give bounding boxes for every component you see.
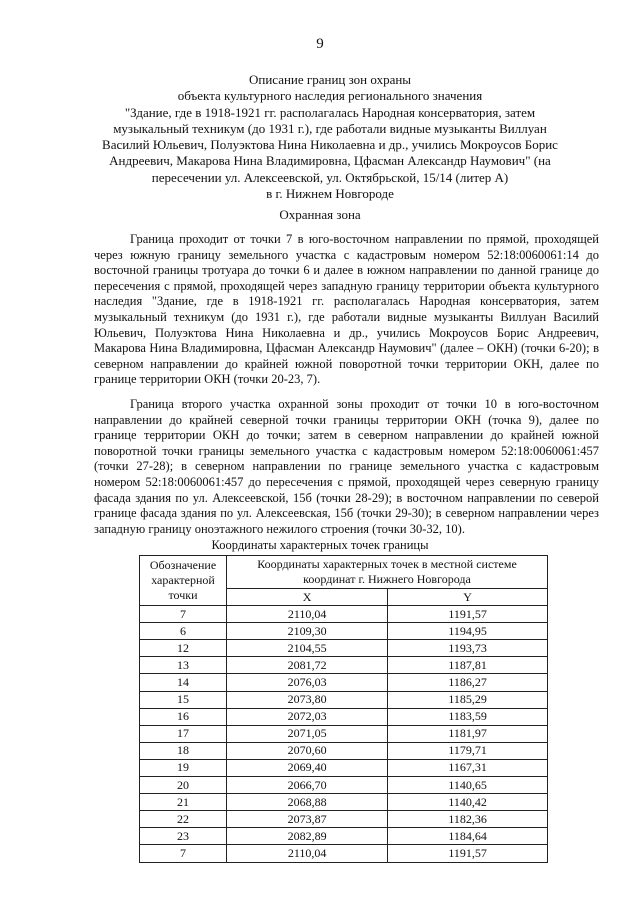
header-x: X	[227, 589, 388, 606]
cell-y: 1191,57	[388, 606, 548, 623]
cell-x: 2104,55	[227, 640, 388, 657]
table-row	[140, 845, 548, 862]
cell-point: 20	[140, 777, 227, 794]
title-line: Василий Юльевич, Полуэктова Нина Николаевна и др., учились Мокроусов Борис	[102, 137, 558, 153]
cell-y: 1140,65	[388, 777, 548, 794]
header-y: Y	[388, 589, 548, 606]
paragraph-second-boundary: Граница второго участка охранной зоны проходит от точки 10 в юго-восточном направлении до крайней северной точки границы территории ОКН (точка 9), далее по границе территории ОКН до точки; затем в северном направлении до крайней южной поворотной точки границы земельного участка с кадастровым номером 52:18:0060061:457 (точки 27-28); в северном направлении по границе земельного участка с кадастровым номером 52:18:0060061:457 до пересечения с прямой, проходящей через северную границу фасада здания по ул. Алексеевской, 15б (точки 28-29); в восточном направлении по северой границе фасада здания по ул. Алексеевская, 15б (точки 29-30); в северном направлении через западную границу оноэтажного нежилого строения (точки 30-32, 10).	[94, 397, 599, 536]
cell-y: 1193,73	[388, 640, 548, 657]
table-row	[140, 606, 548, 623]
table-row	[140, 708, 548, 725]
title-line: пересечении ул. Алексеевской, ул. Октябрьской, 15/14 (литер А)	[151, 169, 509, 185]
table-row	[140, 794, 548, 811]
cell-y: 1194,95	[388, 623, 548, 640]
title-line: объекта культурного наследия регионального значения	[177, 88, 483, 104]
cell-y: 1187,81	[388, 657, 548, 674]
title-line: "Здание, где в 1918-1921 гг. располагалась Народная консерватория, затем	[124, 104, 536, 120]
coordinates-table	[139, 555, 548, 863]
cell-x: 2072,03	[227, 708, 388, 725]
paragraph-first-boundary: Граница проходит от точки 7 в юго-восточном направлении по прямой, проходящей через южную границу земельного участка с кадастровым номером 52:18:0060061:14 до восточной границы тротуара до точки 6 и далее в южном направлении по данной границе до пересечения с прямой, проходящей через западную границу территории объекта культурного наследия "Здание, где в 1918-1921 гг. располагалась Народная консерватория, затем музыкальный техникум (до 1931 г.), где работали видные музыканты Виллуан Василий Юльевич, Полуэктова Нина Николаевна и др., учились Мокроусов Борис Андреевич, Макарова Нина Владимировна, Цфасман Александр Наумович" (далее – ОКН) (точки 6-20); в северном направлении до крайней южной поворотной точки территории ОКН, далее по границе территории ОКН (точки 20-23, 7).	[94, 232, 599, 387]
cell-point: 17	[140, 725, 227, 742]
cell-x: 2068,88	[227, 794, 388, 811]
cell-y: 1185,29	[388, 691, 548, 708]
cell-x: 2073,80	[227, 691, 388, 708]
cell-x: 2076,03	[227, 674, 388, 691]
table-row	[140, 759, 548, 776]
cell-y: 1179,71	[388, 742, 548, 759]
page-number: 9	[316, 36, 324, 52]
cell-x: 2071,05	[227, 725, 388, 742]
cell-x: 2110,04	[227, 845, 388, 862]
table-body	[140, 606, 548, 862]
table-row	[140, 828, 548, 845]
cell-point: 7	[140, 606, 227, 623]
cell-point: 23	[140, 828, 227, 845]
cell-y: 1140,42	[388, 794, 548, 811]
cell-y: 1167,31	[388, 759, 548, 776]
header-point: Обозначение характерной точки	[140, 556, 227, 606]
cell-point: 15	[140, 691, 227, 708]
cell-point: 18	[140, 742, 227, 759]
cell-x: 2070,60	[227, 742, 388, 759]
cell-x: 2069,40	[227, 759, 388, 776]
table-row	[140, 674, 548, 691]
cell-y: 1183,59	[388, 708, 548, 725]
cell-x: 2081,72	[227, 657, 388, 674]
table-row	[140, 691, 548, 708]
zone-heading: Охранная зона	[279, 207, 361, 222]
title-line: Описание границ зон охраны	[248, 72, 412, 87]
cell-y: 1184,64	[388, 828, 548, 845]
cell-y: 1191,57	[388, 845, 548, 862]
cell-point: 19	[140, 759, 227, 776]
cell-x: 2073,87	[227, 811, 388, 828]
cell-x: 2066,70	[227, 777, 388, 794]
table-row	[140, 777, 548, 794]
title-line: Андреевич, Макарова Нина Владимировна, Цфасман Александр Наумович" (на	[109, 153, 551, 169]
cell-x: 2110,04	[227, 606, 388, 623]
cell-point: 16	[140, 708, 227, 725]
table-row	[140, 811, 548, 828]
header-coordinates: Координаты характерных точек в местной системе координат г. Нижнего Новгорода	[227, 556, 548, 589]
cell-point: 7	[140, 845, 227, 862]
cell-point: 13	[140, 657, 227, 674]
title-line: в г. Нижнем Новгороде	[266, 186, 394, 202]
cell-y: 1186,27	[388, 674, 548, 691]
cell-point: 6	[140, 623, 227, 640]
table-row	[140, 640, 548, 657]
title-line: музыкальный техникум (до 1931 г.), где работали видные музыканты Виллуан	[113, 120, 547, 136]
table-row	[140, 623, 548, 640]
document-title	[90, 72, 570, 202]
cell-x: 2082,89	[227, 828, 388, 845]
cell-point: 12	[140, 640, 227, 657]
cell-point: 14	[140, 674, 227, 691]
cell-point: 22	[140, 811, 227, 828]
table-row	[140, 742, 548, 759]
cell-point: 21	[140, 794, 227, 811]
cell-y: 1182,36	[388, 811, 548, 828]
cell-x: 2109,30	[227, 623, 388, 640]
table-row	[140, 725, 548, 742]
table-row	[140, 657, 548, 674]
cell-y: 1181,97	[388, 725, 548, 742]
table-caption: Координаты характерных точек границы	[211, 538, 429, 552]
